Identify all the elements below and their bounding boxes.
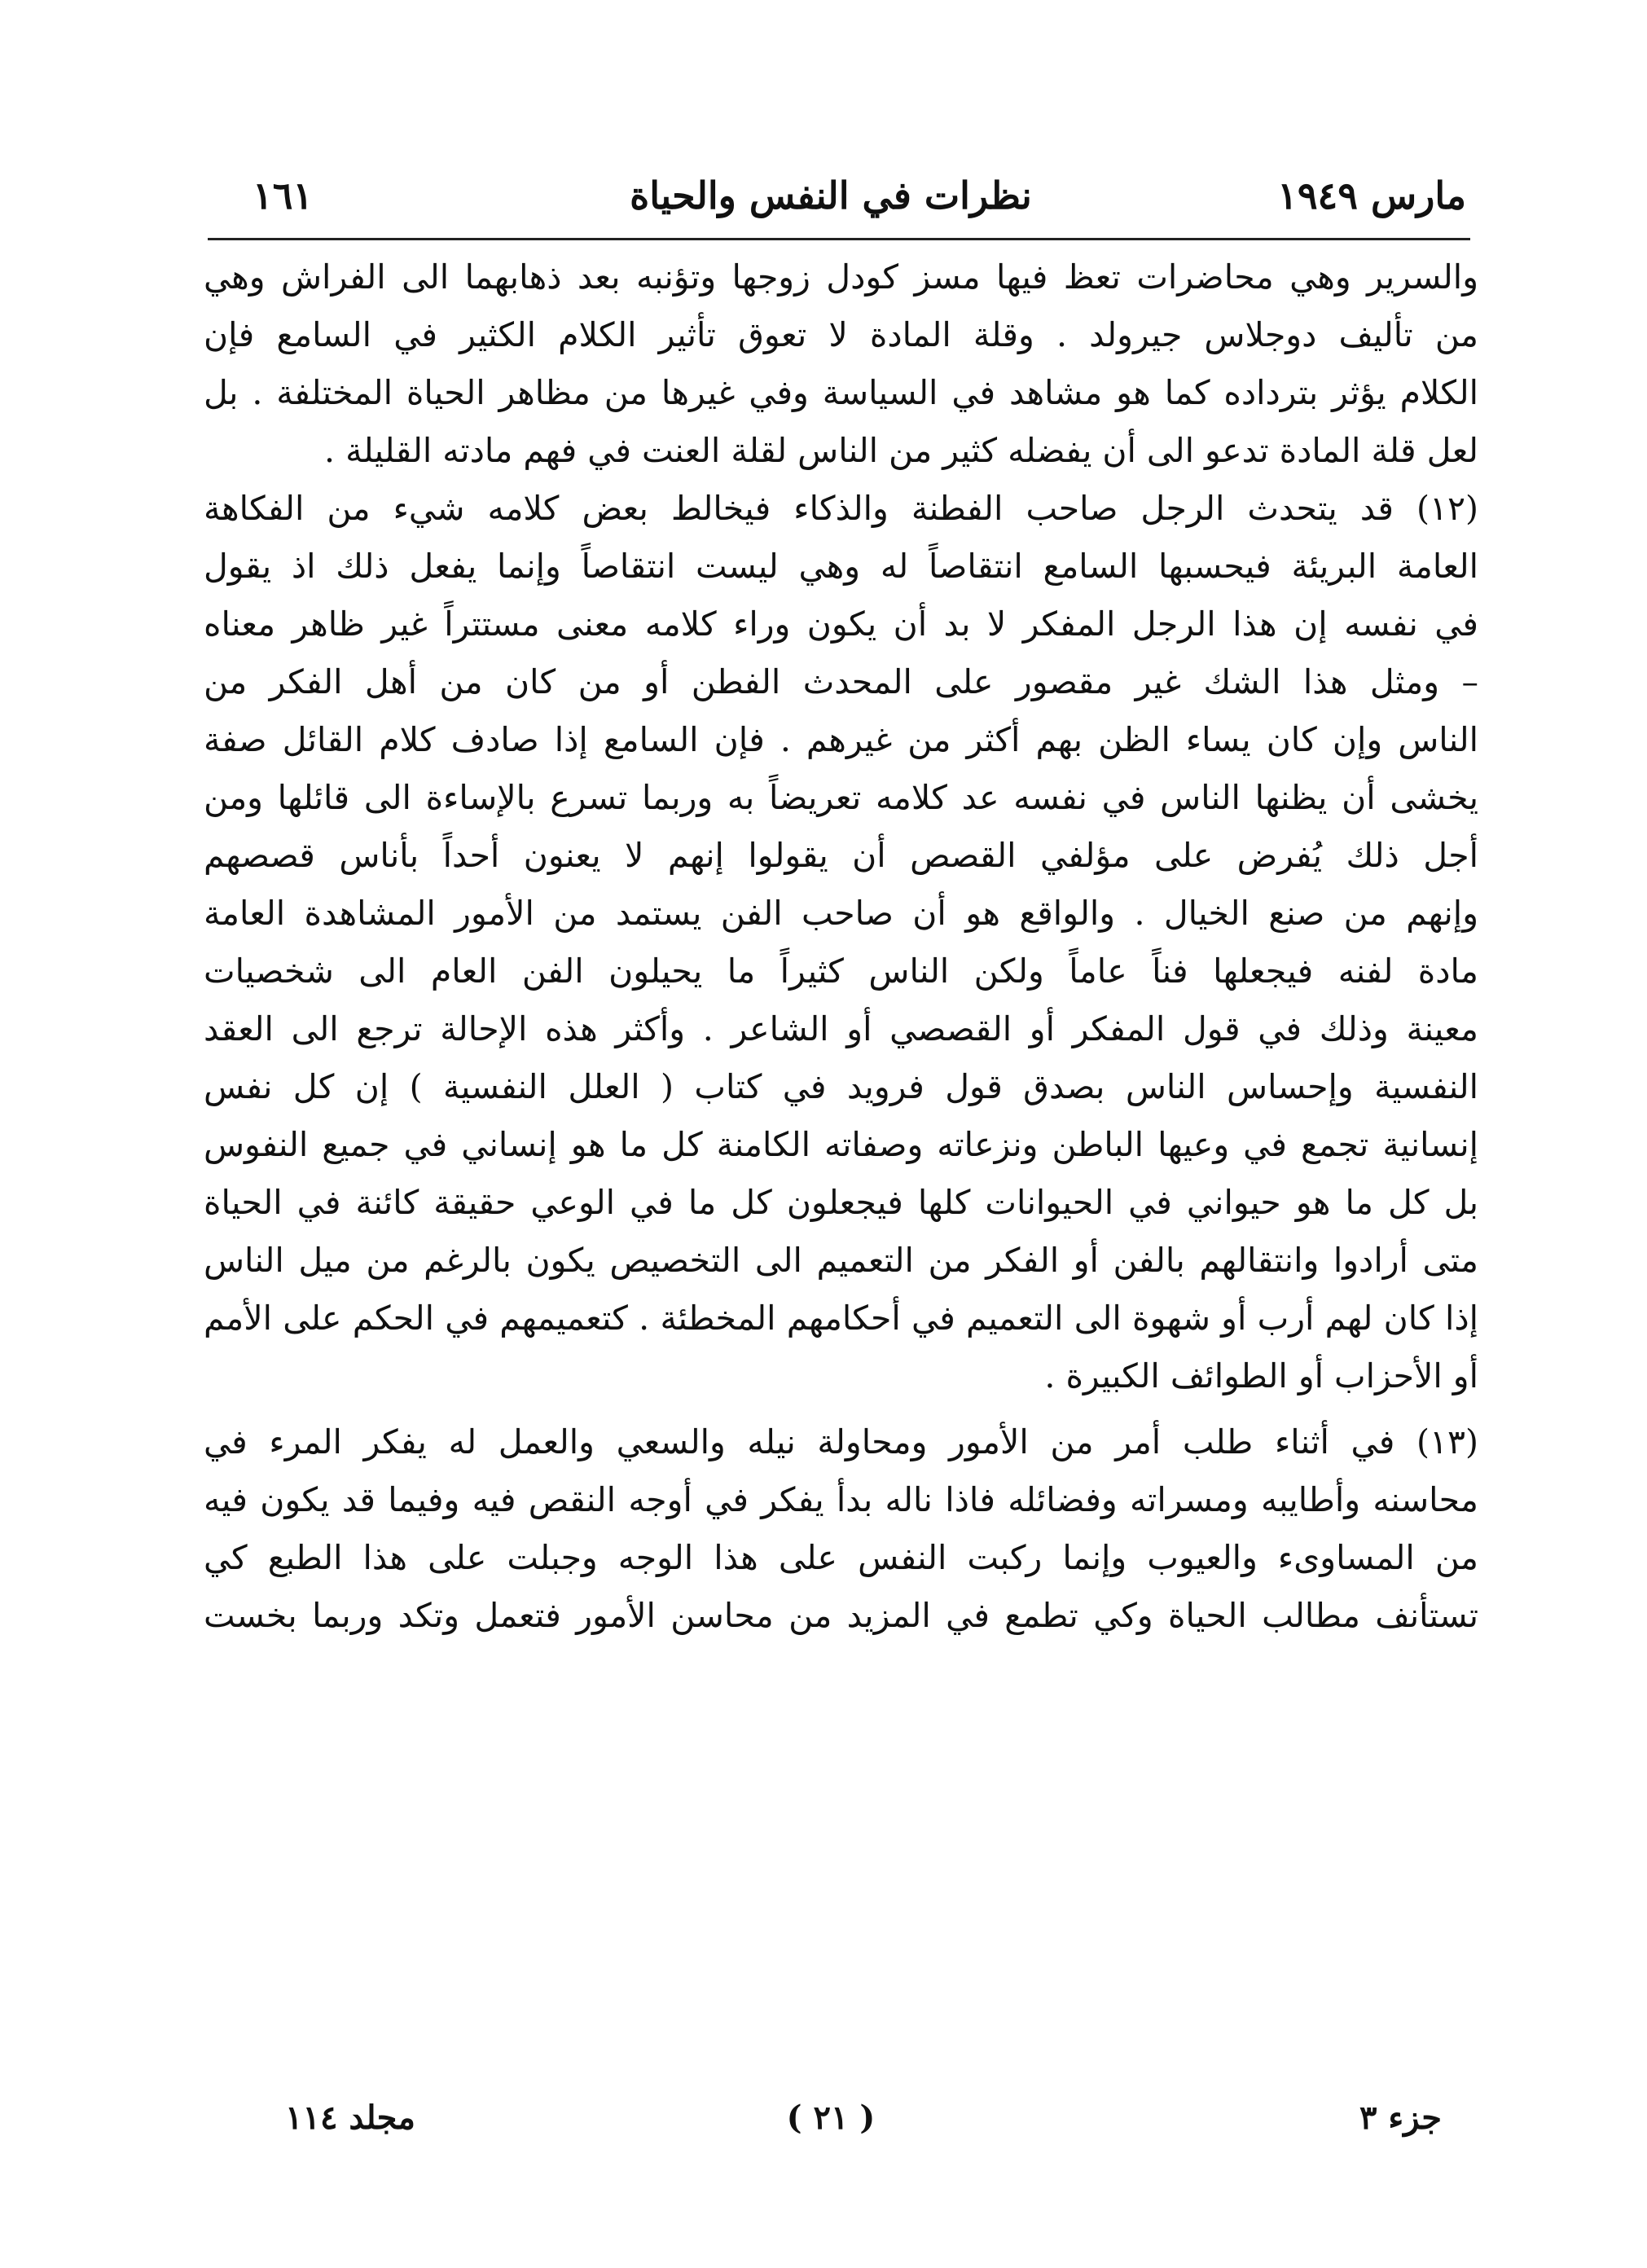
- paragraph-13-start: (١٣) في أثناء طلب أمر من الأمور ومحاولة نيله والسعي والعمل له يفكر المرء في: [204, 1422, 1478, 1461]
- text-line: أو الأحزاب أو الطوائف الكبيرة .: [1044, 1356, 1478, 1396]
- footer-issue: ( ٢١ ): [786, 2099, 876, 2137]
- text-line: العامة البريئة فيحسبها السامع انتقاصاً له وهي ليست انتقاصاً وإنما يفعل ذلك اذ يقول: [204, 547, 1478, 586]
- text-line: والسرير وهي محاضرات تعظ فيها مسز كودل زوجها وتؤنبه بعد ذهابهما الى الفراش وهي: [204, 257, 1478, 297]
- header-title: نظرات في النفس والحياة: [630, 174, 1032, 218]
- text-line: مادة لفنه فيجعلها فناً عاماً ولكن الناس كثيراً ما يحيلون الفن العام الى شخصيات: [204, 952, 1478, 991]
- header-rule: [208, 238, 1470, 240]
- header-page-number: ١٦١: [253, 174, 314, 218]
- footer-volume: مجلد ١١٤: [285, 2099, 415, 2137]
- text-line: من المساوىء والعيوب وإنما ركبت النفس على هذا الوجه وجبلت على هذا الطبع كي: [204, 1538, 1478, 1577]
- text-line: النفسية وإحساس الناس بصدق قول فرويد في كتاب ( العلل النفسية ) إن كل نفس: [204, 1067, 1478, 1106]
- text-line: إذا كان لهم أرب أو شهوة الى التعميم في أحكامهم المخطئة . كتعميمهم في الحكم على الأمم: [204, 1299, 1478, 1338]
- paragraph-gap: [204, 1405, 1478, 1413]
- page-header: [195, 163, 1466, 228]
- text-line: إنسانية تجمع في وعيها الباطن ونزعاته وصفاته الكامنة كل ما هو إنساني في جميع النفوس: [204, 1125, 1478, 1164]
- header-date: مارس ١٩٤٩: [1277, 174, 1466, 218]
- text-line: الناس وإن كان يساء الظن بهم أكثر من غيرهم . فإن السامع إذا صادف كلام القائل صفة: [204, 720, 1478, 759]
- text-line: لعل قلة المادة تدعو الى أن يفضله كثير من الناس لقلة العنت في فهم مادته القليلة .: [324, 431, 1478, 470]
- footer-part: جزء ٣: [1359, 2099, 1442, 2137]
- text-line: أجل ذلك يُفرض على مؤلفي القصص أن يقولوا إنهم لا يعنون أحداً بأناس قصصهم: [204, 836, 1478, 875]
- paragraph-12-start: (١٢) قد يتحدث الرجل صاحب الفطنة والذكاء فيخالط بعض كلامه شيء من الفكاهة: [204, 489, 1478, 528]
- text-line: – ومثل هذا الشك غير مقصور على المحدث الفطن أو من كان من أهل الفكر من: [204, 662, 1478, 701]
- text-line: الكلام يؤثر بترداده كما هو مشاهد في السياسة وفي غيرها من مظاهر الحياة المختلفة . بل: [204, 373, 1478, 412]
- text-line: معينة وذلك في قول المفكر أو القصصي أو الشاعر . وأكثر هذه الإحالة ترجع الى العقد: [204, 1009, 1478, 1048]
- text-line: محاسنه وأطايبه ومسراته وفضائله فاذا ناله بدأ يفكر في أوجه النقص فيه وفيما قد يكون فيه: [204, 1480, 1478, 1519]
- page-footer: [195, 2090, 1466, 2147]
- text-line: بل كل ما هو حيواني في الحيوانات كلها فيجعلون كل ما في الوعي حقيقة كائنة في الحياة: [204, 1183, 1478, 1222]
- text-line: في نفسه إن هذا الرجل المفكر لا بد أن يكون وراء كلامه معنى مستتراً غير ظاهر معناه: [204, 604, 1478, 644]
- text-line: يخشى أن يظنها الناس في نفسه عد كلامه تعريضاً به وربما تسرع بالإساءة الى قائلها ومن: [204, 778, 1478, 817]
- text-line: من تأليف دوجلاس جيرولد . وقلة المادة لا تعوق تأثير الكلام الكثير في السامع فإن: [204, 315, 1478, 354]
- text-line: متى أرادوا وانتقالهم بالفن أو الفكر من التعميم الى التخصيص يكون بالرغم من ميل الناس: [204, 1241, 1478, 1280]
- body-text: [204, 248, 1478, 2073]
- text-line: تستأنف مطالب الحياة وكي تطمع في المزيد من محاسن الأمور فتعمل وتكد وربما بخست: [204, 1596, 1478, 1635]
- text-line: وإنهم من صنع الخيال . والواقع هو أن صاحب الفن يستمد من الأمور المشاهدة العامة: [204, 894, 1478, 933]
